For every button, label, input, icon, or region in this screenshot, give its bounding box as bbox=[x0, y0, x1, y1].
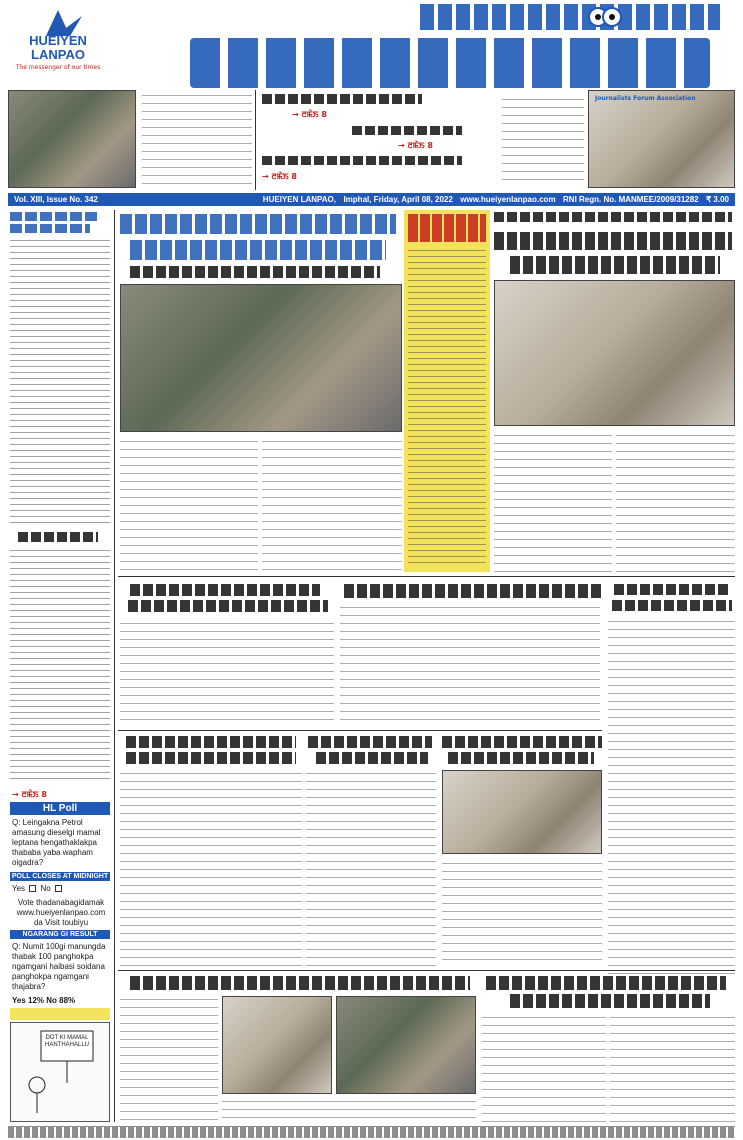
lead-headline-line2 bbox=[130, 240, 386, 260]
paper-name: HUEIYEN LANPAO, bbox=[262, 195, 336, 204]
masthead-title-main bbox=[190, 38, 710, 88]
row4-article-2-col1 bbox=[482, 1014, 606, 1122]
yellow-box-headline bbox=[408, 214, 486, 242]
poll-result-question: Q: Numit 100gi manungda thabak 100 panghokpa ngamgani haibasi soidana panghokpa ngamgani thajabra? bbox=[12, 942, 106, 991]
row3-headline-1b bbox=[126, 752, 296, 764]
right-lead-headline-1 bbox=[494, 232, 732, 250]
teaser-page-ref-3: → ꯂꯃꯥꯏ 8 bbox=[398, 141, 433, 150]
right-lead-photo-meeting bbox=[494, 280, 735, 426]
lead-subheadline bbox=[130, 266, 380, 278]
website-link[interactable]: www.hueiyenlanpao.com bbox=[460, 195, 556, 204]
masthead-title-small bbox=[420, 4, 720, 30]
poll-closes: POLL CLOSES AT MIDNIGHT bbox=[11, 873, 109, 880]
left-col-headline-1b bbox=[10, 224, 90, 233]
poll-yes-checkbox[interactable] bbox=[29, 885, 36, 892]
logo-tagline: The messenger of our times bbox=[15, 64, 101, 71]
row4-article-1 bbox=[120, 996, 218, 1122]
lead-photo-forces bbox=[120, 284, 402, 432]
left-col-article-2 bbox=[10, 548, 110, 782]
teaser-divider bbox=[255, 90, 256, 190]
teaser-headline-2 bbox=[262, 94, 422, 104]
row3-headline-3a bbox=[442, 736, 602, 748]
poll-no-checkbox[interactable] bbox=[55, 885, 62, 892]
left-col-article-1 bbox=[10, 238, 110, 528]
poll-result-values: Yes 12% No 88% bbox=[12, 996, 76, 1005]
teaser-article-5 bbox=[502, 96, 584, 180]
teaser-headline-3 bbox=[352, 126, 462, 135]
row4-photo-2 bbox=[336, 996, 476, 1094]
row3-headline-3b bbox=[448, 752, 594, 764]
column-divider bbox=[114, 210, 115, 1122]
row3-headline-2a bbox=[308, 736, 432, 748]
teaser-headline-4 bbox=[262, 156, 462, 165]
right-lead-kicker bbox=[494, 212, 732, 222]
lead-headline-line1 bbox=[120, 214, 396, 234]
teaser-band bbox=[0, 90, 743, 192]
rni-number: RNI Regn. No. MANMEE/2009/31282 bbox=[563, 195, 699, 204]
poll-yes-label: Yes bbox=[12, 884, 26, 893]
poll-question: Q: Leingakna Petrol amasung dieselgi mamal leptana hengathaklakpa thababa yaba wapham oigadra? bbox=[12, 818, 101, 867]
row4-article-2-col2 bbox=[610, 1014, 735, 1122]
volume-issue: Vol. XIII, Issue No. 342 bbox=[14, 195, 98, 204]
price: ₹ 3.00 bbox=[706, 195, 729, 204]
cartoon-panel bbox=[10, 1022, 110, 1122]
lead-article-col1 bbox=[120, 438, 258, 572]
yellow-box-article bbox=[408, 248, 486, 564]
poll-title: HL Poll bbox=[10, 802, 110, 815]
section-divider-3 bbox=[118, 970, 735, 971]
right-lead-article-col1 bbox=[494, 432, 612, 572]
row2-headline-1a bbox=[130, 584, 320, 596]
right-lead-article-col2 bbox=[616, 432, 735, 572]
row4-photo-1 bbox=[222, 996, 332, 1094]
poll-vote-text[interactable]: Vote thadanabagidamak www.hueiyenlanpao.com da Visit toubiyu bbox=[16, 898, 106, 927]
left-col-page-ref: → ꯂꯃꯥꯏ 8 bbox=[12, 790, 47, 799]
row4-headline-2a bbox=[486, 976, 726, 990]
row3-article-1 bbox=[120, 770, 302, 966]
poll-no-label: No bbox=[40, 884, 51, 893]
teaser-article-1 bbox=[142, 92, 252, 184]
logo-wordmark: HUEIYEN LANPAO bbox=[29, 33, 87, 62]
row2-article-3 bbox=[608, 618, 735, 974]
row4-article-1-tail bbox=[222, 1098, 476, 1122]
dateline-bar bbox=[8, 193, 735, 206]
left-col-headline-2 bbox=[18, 532, 98, 542]
row2-headline-2 bbox=[344, 584, 604, 598]
row2-article-1 bbox=[120, 620, 334, 726]
row2-headline-3b bbox=[612, 600, 732, 611]
teaser-photo-award bbox=[588, 90, 735, 188]
poll-result-title: NGARANG GI RESULT bbox=[10, 930, 110, 939]
footer-imprint bbox=[8, 1126, 735, 1138]
masthead-mascot-icon bbox=[588, 3, 622, 31]
row3-article-2 bbox=[306, 770, 436, 966]
section-divider-2 bbox=[118, 730, 602, 731]
row3-headline-1a bbox=[126, 736, 296, 748]
row2-article-2 bbox=[340, 604, 600, 726]
lead-article-col2 bbox=[262, 438, 402, 572]
teaser-page-ref-2: → ꯂꯃꯥꯏ 8 bbox=[292, 110, 327, 119]
row3-article-3 bbox=[442, 860, 602, 966]
row3-headline-2b bbox=[316, 752, 428, 764]
row2-headline-3a bbox=[614, 584, 730, 595]
masthead bbox=[0, 0, 743, 90]
right-lead-headline-2 bbox=[510, 256, 720, 274]
cartoon-sign-text: DOT KI MAMAL HANTHAHALLU bbox=[44, 1035, 89, 1048]
section-divider-1 bbox=[118, 576, 735, 577]
row2-headline-1b bbox=[128, 600, 328, 612]
photo-banner-text: Journalists Forum Association bbox=[595, 95, 696, 102]
row4-headline-2b bbox=[510, 994, 710, 1008]
left-col-headline-1 bbox=[10, 212, 100, 221]
row3-photo-press bbox=[442, 770, 602, 854]
row4-headline-1 bbox=[130, 976, 470, 990]
teaser-page-ref-4: → ꯂꯃꯥꯏ 8 bbox=[262, 172, 297, 181]
poll-options bbox=[12, 884, 110, 894]
cartoon-title-bar bbox=[10, 1008, 110, 1020]
teaser-photo-group bbox=[8, 90, 136, 188]
place-date: Imphal, Friday, April 08, 2022 bbox=[343, 195, 453, 204]
